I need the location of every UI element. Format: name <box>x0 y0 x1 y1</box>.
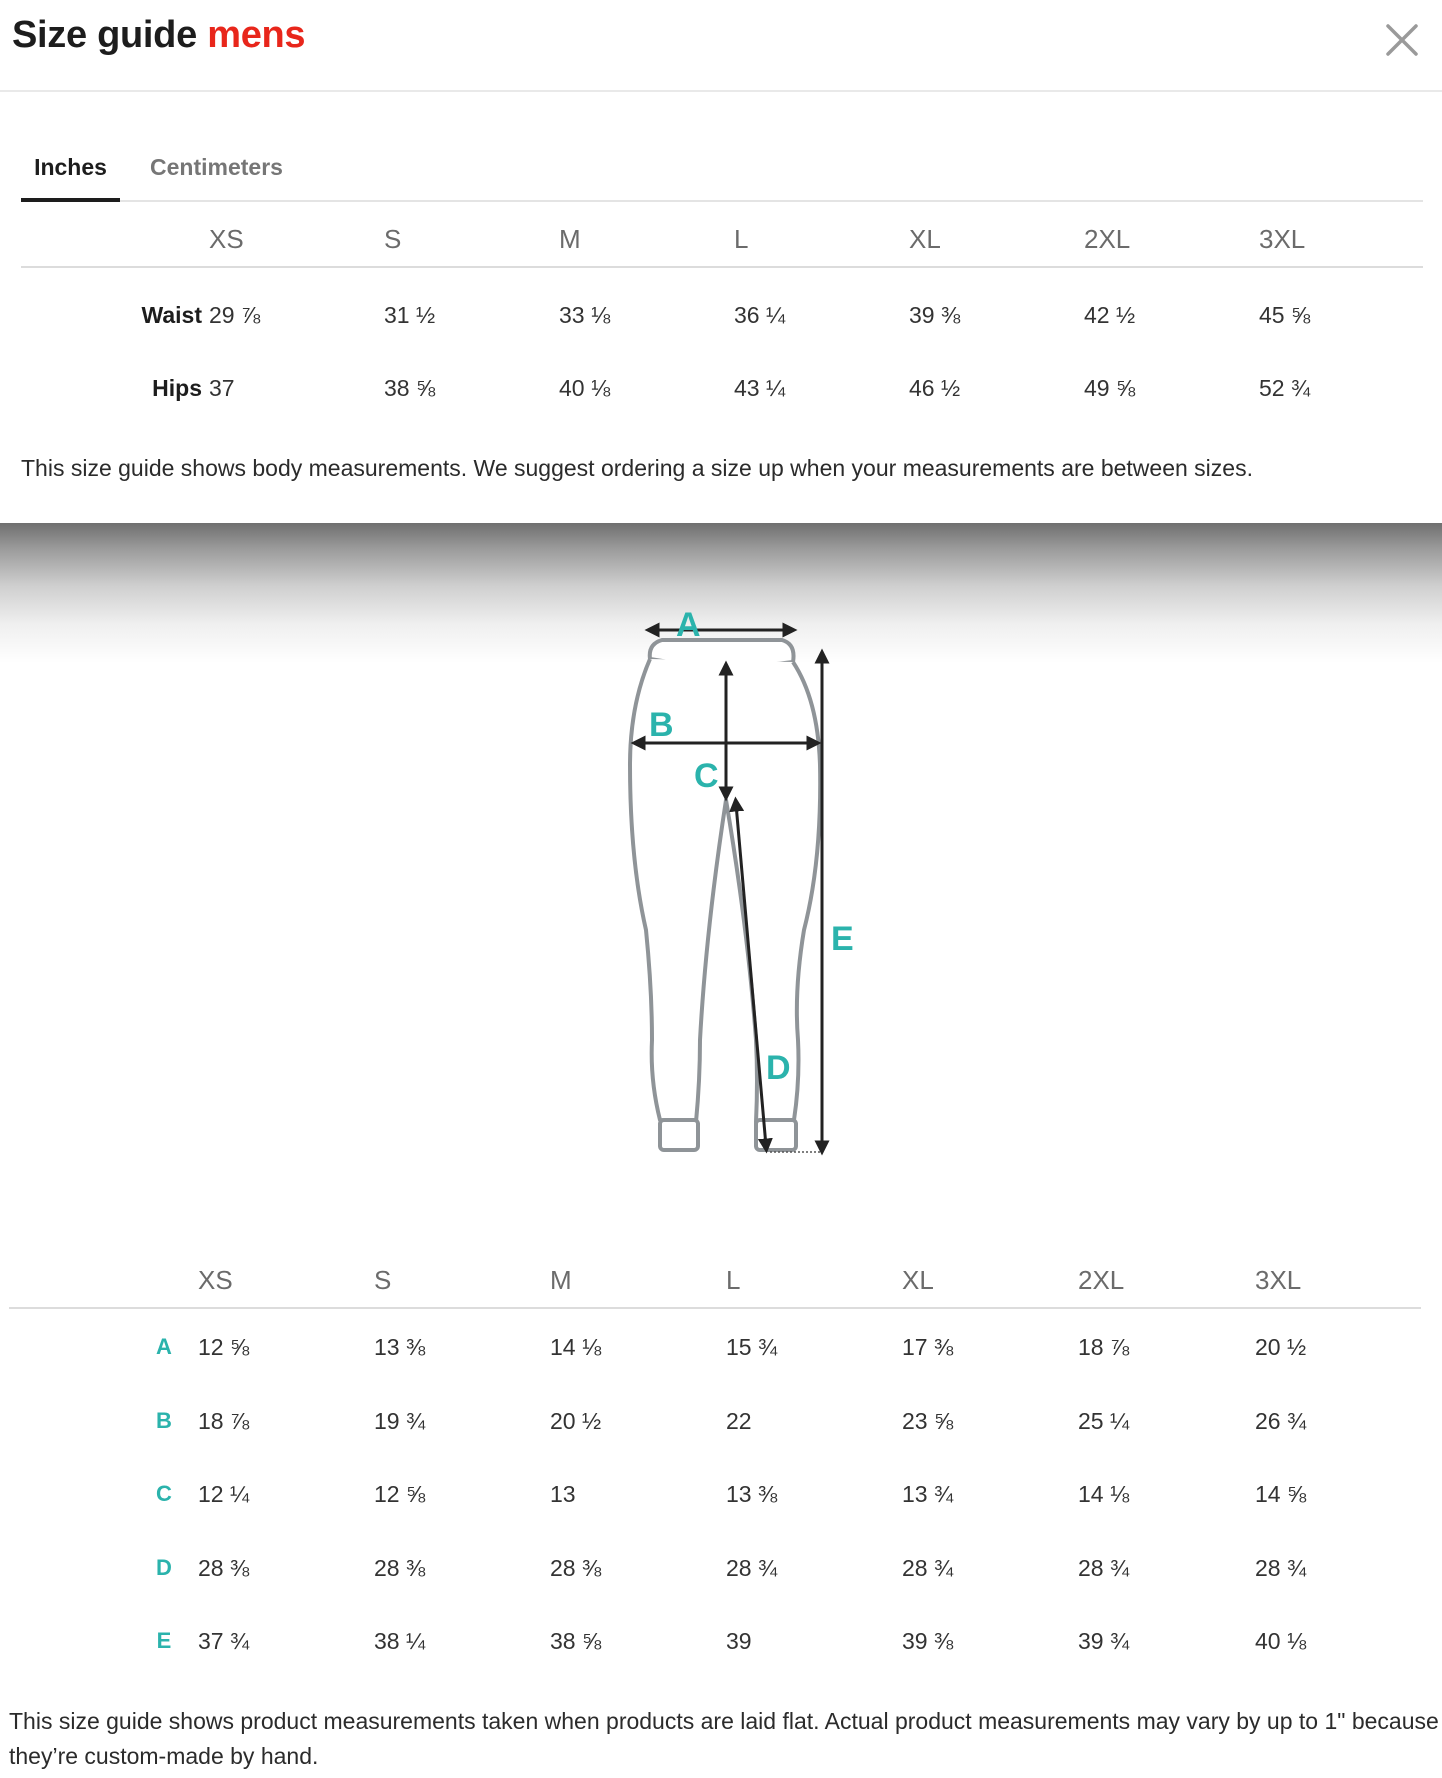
table-cell: 29 ⅞ <box>209 302 261 328</box>
table-cell: 39 ¾ <box>1078 1628 1130 1654</box>
table-cell: 28 ¾ <box>902 1554 954 1581</box>
table-cell: 38 ⅝ <box>384 375 436 401</box>
table-cell: 18 ⅞ <box>198 1407 250 1434</box>
title-accent: mens <box>207 14 306 56</box>
table-cell: 15 ¾ <box>726 1334 778 1360</box>
table-cell: 40 ⅛ <box>559 375 611 401</box>
table-cell: 28 ¾ <box>726 1554 778 1581</box>
table-cell: 42 ½ <box>1084 302 1136 328</box>
pants-outline-icon <box>600 600 880 1170</box>
table-cell: 37 <box>209 375 235 401</box>
table-cell: 22 <box>726 1407 752 1434</box>
table-cell: 20 ½ <box>1255 1334 1307 1360</box>
row-label: B <box>156 1407 172 1433</box>
size-header-xs: XS <box>198 1265 233 1295</box>
row-label: Hips <box>152 375 202 401</box>
pants-measurement-diagram <box>600 600 880 1170</box>
size-header-xl: XL <box>909 224 941 254</box>
table-row <box>9 1628 1421 1668</box>
table-cell: 40 ⅛ <box>1255 1628 1307 1654</box>
table-cell: 52 ¾ <box>1259 375 1311 401</box>
table-cell: 14 ⅛ <box>1078 1481 1130 1507</box>
table-cell: 13 ⅜ <box>374 1334 426 1360</box>
modal-title <box>12 14 305 57</box>
row-label: D <box>156 1554 172 1580</box>
row-label: Waist <box>141 302 202 328</box>
row-label: A <box>156 1334 172 1359</box>
modal-header <box>0 0 1442 92</box>
table-cell: 13 ¾ <box>902 1481 954 1507</box>
table-row <box>21 302 1423 342</box>
close-icon <box>1380 18 1424 62</box>
row-label: E <box>156 1628 172 1653</box>
table-cell: 38 ¼ <box>374 1628 426 1654</box>
table-cell: 28 ⅜ <box>550 1554 602 1581</box>
size-header-3xl: 3XL <box>1255 1265 1302 1295</box>
tab-inches[interactable]: Inches <box>21 152 120 202</box>
table-cell: 14 ⅝ <box>1255 1481 1307 1507</box>
table-cell: 13 ⅜ <box>726 1481 778 1507</box>
size-header-2xl: 2XL <box>1078 1265 1125 1295</box>
size-header-l: L <box>734 224 749 254</box>
product-measurements-table <box>9 1243 1421 1663</box>
size-header-m: M <box>559 224 581 254</box>
table-cell: 12 ⅝ <box>374 1481 426 1507</box>
table-cell: 28 ¾ <box>1255 1554 1307 1581</box>
product-measurements-note: This size guide shows product measurements taken when products are laid flat. Actual product measurements may vary by up to 1" because they’re custom-made by hand. <box>9 1708 1439 1769</box>
table-row <box>9 1408 1421 1448</box>
tab-centimeters[interactable]: Centimeters <box>150 154 283 180</box>
table-cell: 39 <box>726 1628 752 1654</box>
size-header-m: M <box>550 1265 572 1295</box>
unit-tabs <box>21 128 1423 202</box>
table-cell: 28 ⅜ <box>198 1554 250 1581</box>
table-cell: 31 ½ <box>384 302 436 328</box>
table-cell: 45 ⅝ <box>1259 302 1311 328</box>
size-header-l: L <box>726 1265 741 1295</box>
size-header-xs: XS <box>209 224 244 254</box>
diagram-label-e: E <box>831 920 854 958</box>
size-header-s: S <box>374 1265 392 1295</box>
table-cell: 20 ½ <box>550 1407 602 1434</box>
table-row <box>9 1555 1421 1595</box>
size-header-3xl: 3XL <box>1259 224 1306 254</box>
table-cell: 12 ⅝ <box>198 1334 250 1360</box>
table-cell: 18 ⅞ <box>1078 1334 1130 1360</box>
table-cell: 39 ⅜ <box>909 302 961 328</box>
table-cell: 37 ¾ <box>198 1628 250 1654</box>
table-cell: 49 ⅝ <box>1084 375 1136 401</box>
diagram-label-a: A <box>676 606 701 644</box>
diagram-label-b: B <box>649 706 674 744</box>
table-cell: 26 ¾ <box>1255 1407 1307 1434</box>
size-header-2xl: 2XL <box>1084 224 1131 254</box>
diagram-label-d: D <box>766 1049 791 1087</box>
table-cell: 17 ⅜ <box>902 1334 954 1360</box>
table-cell: 33 ⅛ <box>559 302 611 328</box>
size-header-s: S <box>384 224 402 254</box>
table-cell: 28 ¾ <box>1078 1554 1130 1581</box>
size-header-xl: XL <box>902 1265 934 1295</box>
table-row <box>9 1481 1421 1521</box>
table-cell: 14 ⅛ <box>550 1334 602 1360</box>
diagram-label-c: C <box>694 757 719 795</box>
table-cell: 43 ¼ <box>734 375 786 401</box>
body-measurements-note: This size guide shows body measurements. We suggest ordering a size up when your measurements are between sizes. <box>21 455 1253 481</box>
table-row <box>21 375 1423 415</box>
table-cell: 13 <box>550 1481 576 1507</box>
table-cell: 12 ¼ <box>198 1481 250 1507</box>
table-row <box>9 1334 1421 1374</box>
close-button[interactable] <box>1380 18 1424 62</box>
title-prefix: Size guide <box>12 14 197 56</box>
table-cell: 23 ⅝ <box>902 1407 954 1434</box>
table-cell: 46 ½ <box>909 375 961 401</box>
size-header-row <box>9 1243 1421 1309</box>
table-cell: 38 ⅝ <box>550 1628 602 1654</box>
body-measurements-table <box>21 202 1423 422</box>
table-cell: 36 ¼ <box>734 302 786 328</box>
table-cell: 19 ¾ <box>374 1407 426 1434</box>
table-cell: 39 ⅜ <box>902 1628 954 1654</box>
size-header-row <box>21 202 1423 268</box>
table-cell: 25 ¼ <box>1078 1407 1130 1434</box>
table-cell: 28 ⅜ <box>374 1554 426 1581</box>
row-label: C <box>156 1481 172 1506</box>
